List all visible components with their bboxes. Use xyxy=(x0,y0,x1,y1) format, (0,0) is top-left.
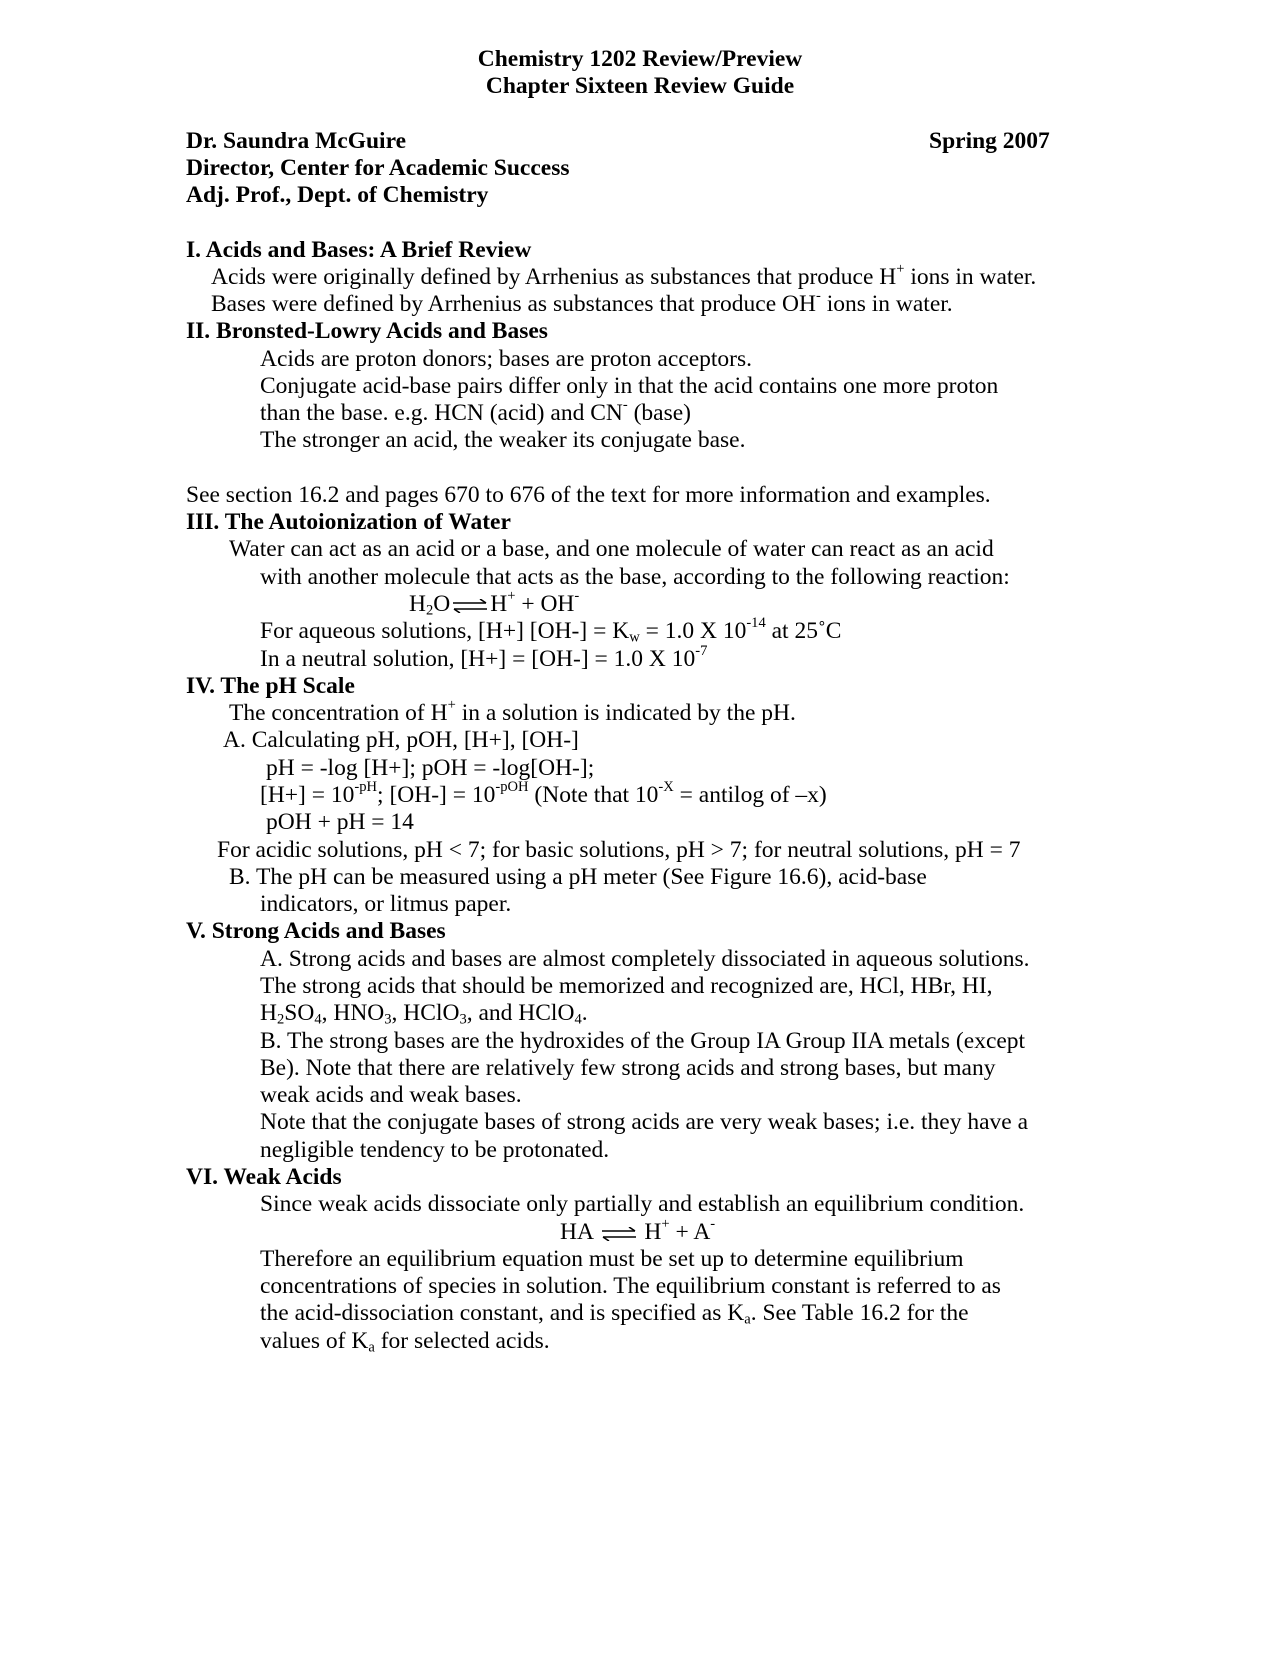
section-4-line: indicators, or litmus paper. xyxy=(260,891,512,917)
section-6-heading: VI. Weak Acids xyxy=(186,1164,342,1190)
ph-rule: For acidic solutions, pH < 7; for basic solutions, pH > 7; for neutral solutions, pH = 7 xyxy=(217,837,1021,863)
section-4-heading: IV. The pH Scale xyxy=(186,673,355,699)
water-equilibrium-equation: $H_2O$ H+ + OH- xyxy=(409,588,580,619)
strong-acids-list: $H_2SO_4$, $HNO_3$, HClO$_3$, and HClO$_4$. xyxy=(260,1000,588,1028)
section-5-heading: V. Strong Acids and Bases xyxy=(186,918,446,944)
see-section-note: See section 16.2 and pages 670 to 676 of the text for more information and examples. xyxy=(186,482,991,508)
section-6-line: the acid-dissociation constant, and is specified as $K_a$. See Table 16.2 for the xyxy=(260,1300,969,1328)
author-role-2: Adj. Prof., Dept. of Chemistry xyxy=(186,182,489,208)
ph-formula: pH = -log [H+]; pOH = -log[OH-]; xyxy=(266,755,595,781)
section-5-line: The strong acids that should be memorized and recognized are, HCl, HBr, HI, xyxy=(260,973,993,999)
section-5-line: Note that the conjugate bases of strong acids are very weak bases; i.e. they have a xyxy=(260,1109,1029,1135)
section-5-line: negligible tendency to be protonated. xyxy=(260,1137,610,1163)
doc-subtitle: Chapter Sixteen Review Guide xyxy=(485,73,795,99)
section-4-line: The concentration of H+ in a solution is indicated by the pH. xyxy=(229,697,796,726)
author-role-1: Director, Center for Academic Success xyxy=(186,155,570,181)
ph-formula: pOH + pH = 14 xyxy=(266,809,414,835)
section-3-line: Water can act as an acid or a base, and one molecule of water can react as an acid xyxy=(229,536,994,562)
section-2-line: The stronger an acid, the weaker its conjugate base. xyxy=(260,427,746,453)
doc-title: Chemistry 1202 Review/Preview xyxy=(477,46,803,72)
section-6-line: Therefore an equilibrium equation must be set up to determine equilibrium xyxy=(260,1246,964,1272)
section-6-line: concentrations of species in solution. The equilibrium constant is referred to as xyxy=(260,1273,1001,1299)
section-4-subheading-b: B. The pH can be measured using a pH meter (See Figure 16.6), acid-base xyxy=(229,864,927,890)
section-1-heading: I. Acids and Bases: A Brief Review xyxy=(186,237,532,263)
section-2-line: than the base. e.g. HCN (acid) and CN- (base) xyxy=(260,397,691,426)
author-name: Dr. Saundra McGuire xyxy=(186,128,407,154)
section-6-line: Since weak acids dissociate only partially and establish an equilibrium condition. xyxy=(260,1191,1025,1217)
term: Spring 2007 xyxy=(929,128,1050,154)
section-4-subheading-a: A. Calculating pH, pOH, [H+], [OH-] xyxy=(223,727,579,753)
weak-acid-equation: HA H+ + A- xyxy=(560,1216,716,1245)
section-2-heading: II. Bronsted-Lowry Acids and Bases xyxy=(186,318,548,344)
section-2-line: Conjugate acid-base pairs differ only in that the acid contains one more proton xyxy=(260,373,999,399)
section-2-line: Acids are proton donors; bases are proton acceptors. xyxy=(260,346,753,372)
section-3-heading: III. The Autoionization of Water xyxy=(186,509,511,535)
section-3-line: For aqueous solutions, [H+] $[OH-] = K_w = 1.0$ X $10^{-14}$ at 25˚C xyxy=(260,615,842,646)
section-6-line: values of $K_a$ for selected acids. xyxy=(260,1328,550,1356)
equilibrium-arrow-icon xyxy=(452,599,488,613)
section-3-line: with another molecule that acts as the base, according to the following reaction: xyxy=(260,564,1010,590)
ph-formula: $[H+] = 10^{-pH}$; $[OH-] = 10^{-pOH}$ (Note that $10^{-X}$ = antilog of –x) xyxy=(260,779,827,808)
section-1-line: Bases were defined by Arrhenius as substances that produce OH- ions in water. xyxy=(211,288,953,317)
section-5-line: Be). Note that there are relatively few strong acids and strong bases, but many xyxy=(260,1055,996,1081)
equilibrium-arrow-icon xyxy=(601,1227,637,1241)
section-5-line: weak acids and weak bases. xyxy=(260,1082,522,1108)
section-1-line: Acids were originally defined by Arrhenius as substances that produce H+ ions in water. xyxy=(211,261,1037,290)
section-5-line: B. The strong bases are the hydroxides of the Group IA Group IIA metals (except xyxy=(260,1028,1026,1054)
section-3-line: In a neutral solution, [H+] = [OH-] = 1.0 X $10^{-7}$ xyxy=(260,643,708,672)
section-5-line: A. Strong acids and bases are almost completely dissociated in aqueous solutions. xyxy=(260,946,1030,972)
